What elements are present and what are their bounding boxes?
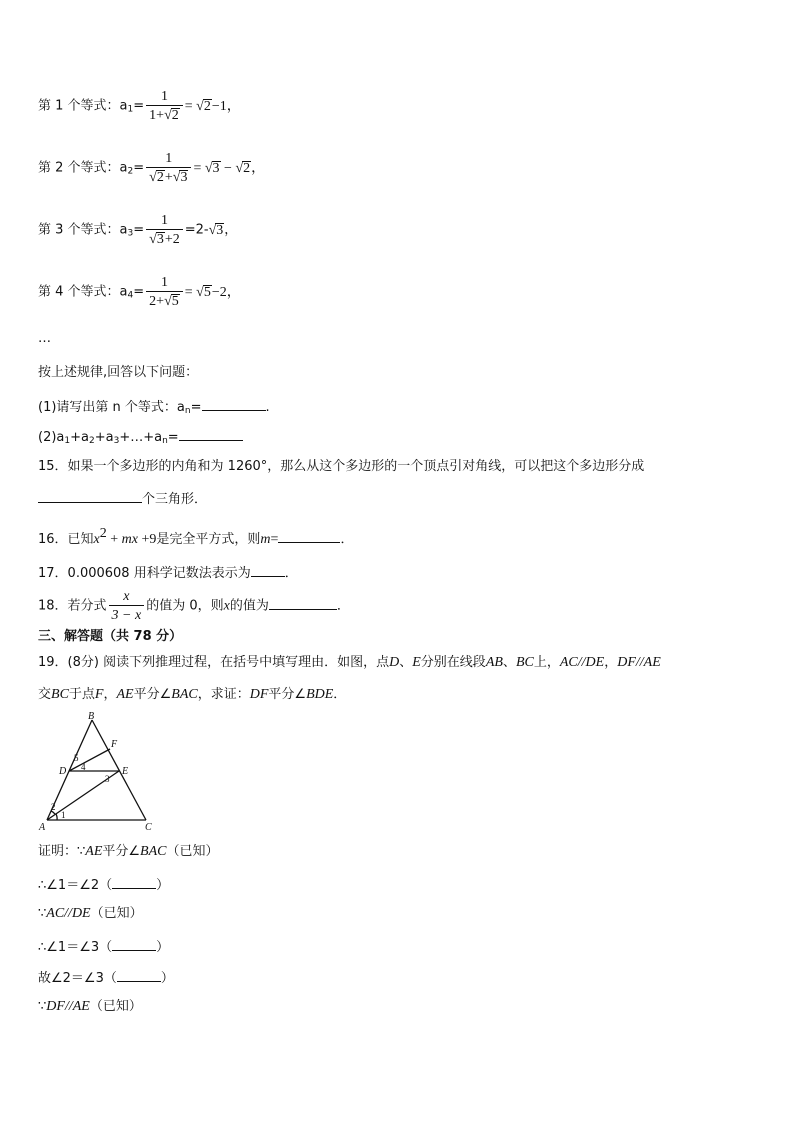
equation-3 [38, 212, 237, 248]
p19-sep2: 、 [502, 655, 516, 670]
eq3-rhs: =2-√3， [184, 222, 238, 238]
p17-answer-blank[interactable] [251, 562, 285, 577]
p19-l2c: ， [103, 687, 117, 702]
p19-l2g: ． [333, 687, 347, 702]
p16-equals: = [270, 532, 279, 547]
p15-answer-blank[interactable] [38, 488, 142, 503]
p16-tail: +9 [141, 532, 157, 547]
p18-mid: 的值为 0，则 [146, 598, 224, 614]
eq4-den-a: 2+ [149, 294, 165, 309]
eq2-sub: 2 [127, 166, 134, 177]
eq4-fraction [146, 274, 183, 310]
p17-text: 17．0.000608 用科学记数法表示为 [38, 566, 251, 581]
eq2-denominator: √2+√3 [146, 167, 191, 186]
p19-BC: BC [515, 655, 534, 670]
p19-BAC: BAC [171, 687, 198, 702]
equation-4 [38, 274, 241, 310]
proof-l2-post: ） [156, 878, 170, 893]
label-angle-3: 3 [105, 774, 110, 784]
p19-BC-2: BC [51, 687, 69, 702]
eq4-sub: 4 [127, 290, 134, 301]
p19-sep: 、 [399, 655, 413, 670]
eq1-numerator: 1 [160, 89, 168, 104]
p19-mid2: 上， [533, 655, 560, 670]
eq3-sub: 3 [127, 228, 134, 239]
eq1-rhs: = √2−1， [184, 98, 241, 114]
p19-l2e: ，求证： [197, 687, 250, 702]
eq3-equals: = [133, 222, 145, 238]
side-BC [92, 720, 146, 820]
p19-l2d: 平分∠ [133, 687, 172, 702]
q1-equals: = [190, 400, 202, 415]
p19-mid1: 分别在线段 [420, 655, 486, 670]
eq1-label: 第 1 个等式：a [38, 98, 128, 114]
label-D: D [59, 766, 67, 777]
proof-l6-DF-parallel-AE: DF//AE [46, 999, 90, 1014]
q2-answer-blank[interactable] [179, 426, 243, 441]
problem-17 [38, 562, 298, 583]
proof-l5-post: ） [160, 971, 174, 986]
q2-sub-1: 1 [64, 436, 71, 446]
eq2-label: 第 2 个等式：a [38, 160, 128, 176]
p19-AE: AE [116, 687, 134, 702]
eq4-denominator: 2+√5 [146, 291, 183, 310]
problem-15-line-2 [38, 488, 207, 509]
eq2-den-radicand-1: 2 [156, 170, 164, 185]
proof-l2-reason-blank[interactable] [112, 874, 156, 889]
ellipsis: … [38, 331, 51, 346]
proof-line-3 [38, 905, 143, 923]
p19-l2f: 平分∠ [268, 687, 307, 702]
problem-18 [38, 588, 350, 624]
p19-sep3: ， [604, 655, 618, 670]
problem-19-line-1 [38, 654, 661, 672]
p16-plus: + [110, 532, 119, 547]
proof-line-1 [38, 843, 219, 861]
proof-l6-pre: ∵ [38, 999, 47, 1014]
proof-l6-reason: （已知） [89, 999, 142, 1014]
label-A: A [39, 822, 46, 833]
p19-AC-parallel-DE: AC//DE [559, 655, 605, 670]
p19-DF: DF [249, 687, 269, 702]
label-angle-2: 2 [51, 802, 56, 812]
eq2-rhs: = √3 − √2， [193, 160, 266, 176]
eq1-rhs-tail: −1， [211, 98, 241, 114]
p19-AB: AB [485, 655, 503, 670]
eq2-den-radicand-2: 3 [180, 170, 188, 185]
label-angle-4: 4 [81, 762, 86, 772]
eq4-numerator: 1 [160, 275, 168, 290]
proof-l1-mid: 平分∠ [102, 844, 141, 859]
equation-1 [38, 88, 241, 124]
p18-post: 的值为 [229, 598, 269, 614]
eq4-den-radicand: 5 [171, 294, 179, 309]
eq2-fraction [146, 150, 191, 186]
q2-equals: = [167, 430, 179, 445]
proof-line-4 [38, 936, 169, 957]
proof-l4-post: ） [156, 940, 170, 955]
eq1-denominator: 1+√2 [146, 105, 183, 124]
p15-line-2-text: 个三角形． [142, 492, 208, 507]
p16-m: m [260, 532, 271, 547]
eq2-rhs-radicand-1: 3 [212, 160, 220, 176]
proof-l3-reason: （已知） [90, 906, 143, 921]
p16-post: 是完全平方式，则 [156, 532, 261, 547]
p16-pre: 16．已知 [38, 532, 94, 547]
p18-answer-blank[interactable] [269, 595, 337, 610]
proof-l4-pre: ∴∠1＝∠3（ [38, 940, 113, 955]
proof-l4-reason-blank[interactable] [112, 936, 156, 951]
p18-fraction [109, 588, 145, 624]
p16-answer-blank[interactable] [278, 528, 340, 543]
eq1-sub: 1 [127, 104, 134, 115]
p19-DF-parallel-AE: DF//AE [617, 655, 661, 670]
problem-15-line-1: 15．如果一个多边形的内角和为 1260°，那么从这个多边形的一个顶点引对角线，可以把这个多边形分成 [38, 459, 645, 474]
proof-l1-reason: （已知） [166, 844, 219, 859]
label-angle-1: 1 [61, 810, 66, 820]
eq3-den-radicand: 3 [156, 232, 164, 247]
label-angle-5: 5 [74, 753, 79, 763]
p19-line-1-text: 19．(8分) 阅读下列推理过程，在括号中填写理由．如图，点 [38, 655, 390, 670]
q2-plus-1: +a [70, 430, 89, 445]
p16-end: ． [340, 532, 354, 547]
q1-sub: n [184, 406, 191, 416]
p18-pre: 18．若分式 [38, 598, 107, 614]
geometry-figure [30, 710, 170, 835]
section-3-heading: 三、解答题（共 78 分） [38, 629, 183, 644]
eq2-equals: = [133, 160, 145, 176]
instruction: 按上述规律,回答以下问题： [38, 365, 199, 380]
eq3-den-b: +2 [164, 232, 180, 247]
proof-l3-pre: ∵ [38, 906, 47, 921]
equation-2 [38, 150, 265, 186]
eq2-numerator: 1 [165, 151, 173, 166]
label-E: E [122, 766, 129, 777]
proof-l5-reason-blank[interactable] [117, 967, 161, 982]
p19-l2b: 于点 [68, 687, 95, 702]
problem-16 [38, 525, 353, 549]
proof-l1-pre: 证明：∵ [38, 844, 86, 859]
eq4-rhs-tail: −2， [211, 284, 241, 300]
p17-end: ． [284, 566, 298, 581]
eq4-equals: = [133, 284, 145, 300]
p19-BDE: BDE [306, 687, 334, 702]
p19-D: D [389, 655, 400, 670]
p16-mx: mx [121, 532, 138, 547]
p16-exp: 2 [99, 526, 107, 541]
eq3-rhs-pre: =2- [184, 222, 209, 238]
p18-numerator: x [123, 589, 130, 604]
p18-denominator: 3 − x [109, 605, 145, 624]
angle-1-arc [56, 814, 57, 820]
q2-plus-2: +a [94, 430, 114, 445]
proof-line-2 [38, 874, 169, 895]
proof-l3-AC-parallel-DE: AC//DE [46, 906, 91, 921]
q2-sub-3: 3 [113, 436, 120, 446]
q2-pre: (2)a [38, 430, 65, 445]
eq3-rhs-tail: ， [224, 222, 238, 238]
eq3-numerator: 1 [160, 213, 168, 228]
eq3-label: 第 3 个等式：a [38, 222, 128, 238]
label-C: C [145, 822, 152, 833]
eq1-rhs-radicand: 2 [203, 98, 211, 114]
p19-l2a: 交 [38, 687, 52, 702]
p18-x: x [223, 598, 230, 614]
q1-end: . [265, 400, 270, 415]
proof-line-6 [38, 998, 142, 1016]
question-2 [38, 426, 243, 450]
eq3-rhs-radicand: 3 [216, 222, 224, 238]
proof-l1-BAC: BAC [140, 844, 167, 859]
proof-l2-pre: ∴∠1＝∠2（ [38, 878, 113, 893]
eq4-rhs: = √5−2， [184, 284, 241, 300]
p19-E: E [412, 655, 421, 670]
eq3-fraction [146, 212, 183, 248]
label-B: B [88, 711, 95, 722]
eq2-rhs-tail: ， [251, 160, 266, 176]
q1-answer-blank[interactable] [202, 396, 266, 411]
eq2-rhs-radicand-2: 2 [243, 160, 251, 176]
q2-sub-2: 2 [88, 436, 95, 446]
eq1-den-radicand: 2 [171, 108, 179, 123]
eq1-equals: = [133, 98, 145, 114]
p19-F: F [94, 687, 104, 702]
eq2-den-plus: + [164, 170, 173, 185]
eq3-denominator: √3+2 [146, 229, 183, 248]
q2-plus-3: +…+a [119, 430, 163, 445]
proof-l1-AE: AE [85, 844, 103, 859]
p18-end: ． [336, 598, 350, 614]
eq2-rhs-minus: − [224, 160, 232, 176]
eq4-label: 第 4 个等式：a [38, 284, 128, 300]
q1-text: (1)请写出第 n 个等式：a [38, 400, 185, 415]
eq4-rhs-radicand: 5 [203, 284, 211, 300]
problem-19-line-2 [38, 686, 346, 704]
label-F: F [111, 739, 118, 750]
eq1-fraction [146, 88, 183, 124]
eq1-den-a: 1+ [149, 108, 165, 123]
question-1 [38, 396, 270, 420]
q2-sub-n: n [162, 436, 168, 446]
p16-x: x [93, 532, 100, 547]
proof-line-5 [38, 967, 174, 988]
proof-l5-pre: 故∠2＝∠3（ [38, 971, 117, 986]
